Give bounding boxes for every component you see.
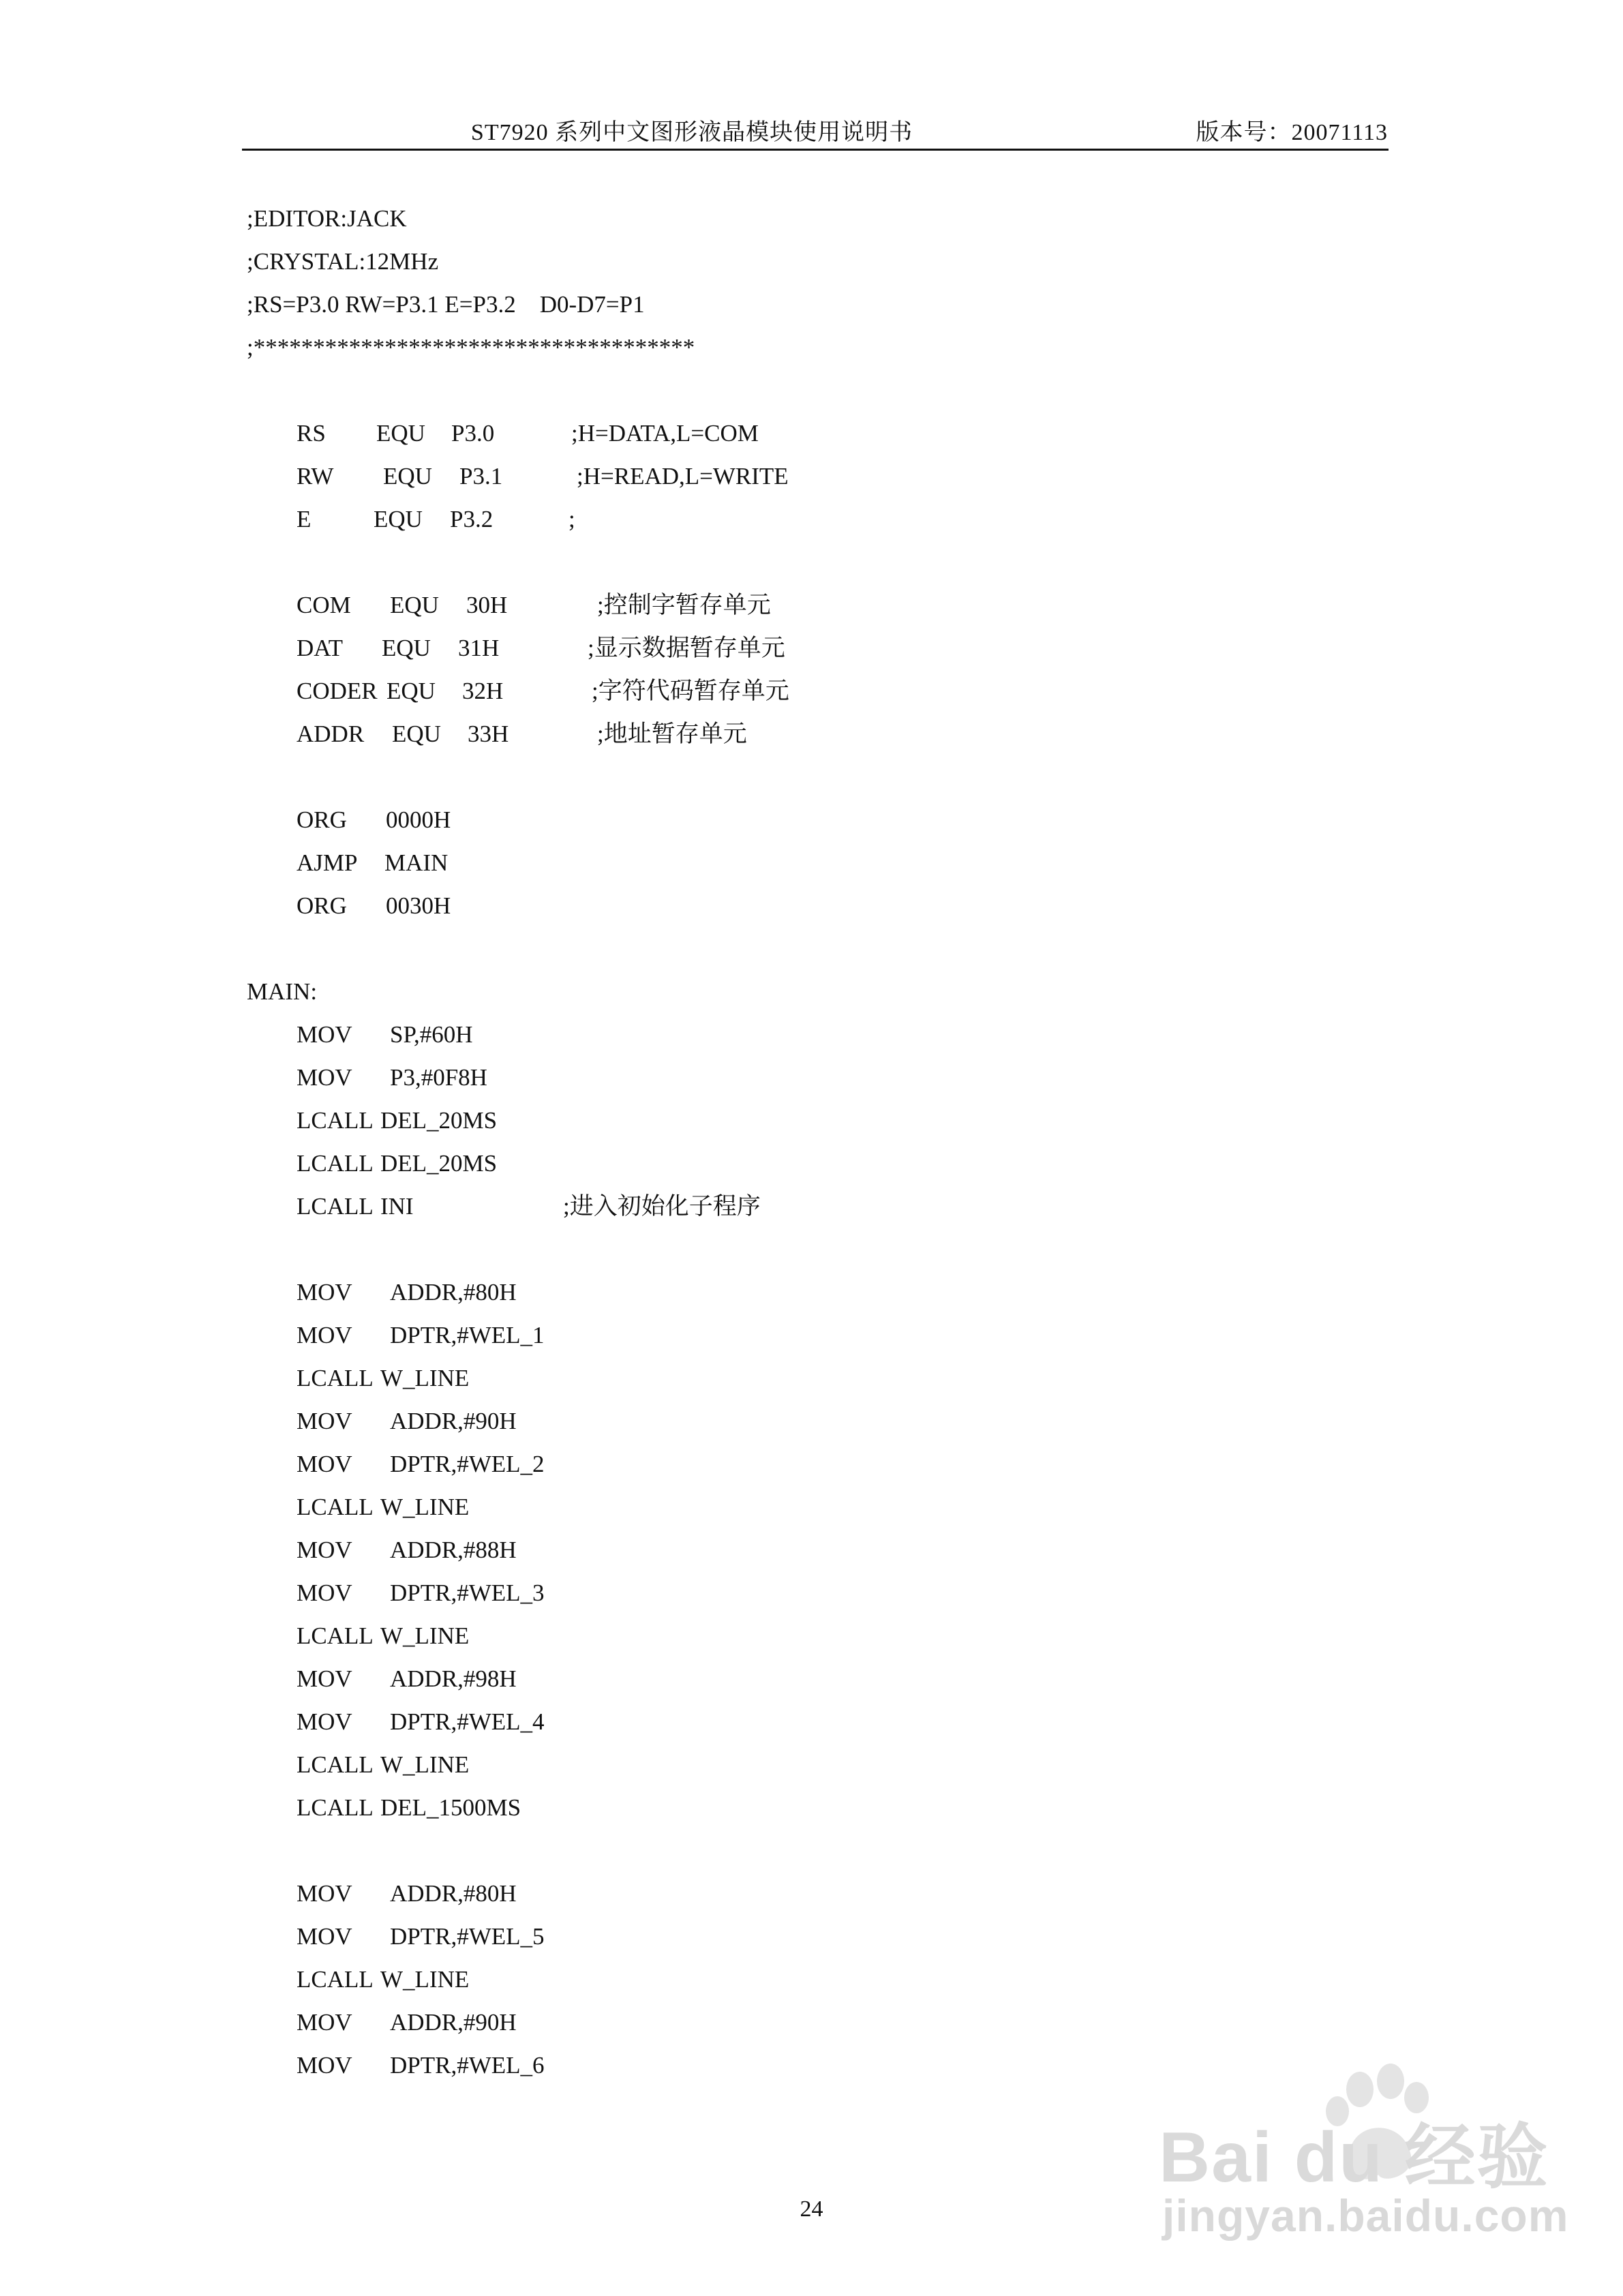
equ-value: 30H	[466, 592, 508, 618]
code-op: LCALL	[297, 1494, 374, 1520]
code-arg: W_LINE	[380, 1622, 470, 1649]
code-op: LCALL	[297, 1966, 374, 1993]
equ-name: ADDR	[297, 721, 365, 747]
equ-comment: ;地址暂存单元	[597, 721, 747, 747]
equ-comment: ;字符代码暂存单元	[592, 678, 789, 704]
equ-name: RS	[297, 420, 326, 447]
code-arg: ADDR,#90H	[390, 2009, 517, 2036]
equ-value: 33H	[468, 721, 509, 747]
equ-op: EQU	[386, 678, 436, 704]
code-arg: DPTR,#WEL_4	[390, 1708, 545, 1735]
code-arg: DPTR,#WEL_5	[390, 1923, 545, 1950]
org-op: ORG	[297, 892, 347, 919]
equ-name: RW	[297, 463, 334, 489]
code-op: MOV	[297, 1021, 352, 1048]
org-arg: 0030H	[386, 892, 451, 919]
equ-comment: ;	[568, 506, 575, 532]
code-arg: ADDR,#80H	[390, 1880, 517, 1907]
watermark-logo-text	[1159, 2100, 1549, 2202]
code-op: MOV	[297, 1451, 352, 1477]
equ-value: 31H	[458, 635, 500, 661]
code-arg: DPTR,#WEL_6	[390, 2052, 545, 2079]
code-op: MOV	[297, 1279, 352, 1305]
code-arg: ADDR,#98H	[390, 1665, 517, 1692]
equ-op: EQU	[374, 506, 423, 532]
code-op: LCALL	[297, 1751, 374, 1778]
code-op: LCALL	[297, 1622, 374, 1649]
header-title: ST7920 系列中文图形液晶模块使用说明书	[470, 120, 913, 145]
code-op: MOV	[297, 1064, 352, 1091]
code-op: MOV	[297, 2009, 352, 2036]
org-op: ORG	[297, 806, 347, 833]
comment-pins: ;RS=P3.0 RW=P3.1 E=P3.2 D0-D7=P1	[247, 291, 645, 318]
page-number: 24	[800, 2196, 823, 2222]
equ-op: EQU	[382, 635, 431, 661]
code-arg: DEL_1500MS	[380, 1794, 521, 1821]
code-arg: DPTR,#WEL_3	[390, 1580, 545, 1606]
code-op: MOV	[297, 1537, 352, 1563]
code-arg: DEL_20MS	[380, 1107, 498, 1134]
equ-value: P3.2	[450, 506, 494, 532]
equ-op: EQU	[383, 463, 432, 489]
equ-value: 32H	[462, 678, 504, 704]
code-op: MOV	[297, 2052, 352, 2079]
code-arg: W_LINE	[380, 1751, 470, 1778]
code-arg: ADDR,#90H	[390, 1408, 517, 1434]
equ-op: EQU	[376, 420, 425, 447]
comment-editor: ;EDITOR:JACK	[247, 205, 407, 232]
equ-name: E	[297, 506, 312, 532]
watermark-url: jingyan.baidu.com	[1162, 2190, 1569, 2241]
equ-op: EQU	[392, 721, 441, 747]
code-arg: ADDR,#88H	[390, 1537, 517, 1563]
code-arg: ADDR,#80H	[390, 1279, 517, 1305]
comment-stars: ;*************************************	[247, 334, 695, 361]
equ-name: CODER	[297, 678, 378, 704]
code-op: MOV	[297, 1923, 352, 1950]
code-op: LCALL	[297, 1794, 374, 1821]
code-arg: DEL_20MS	[380, 1150, 498, 1177]
watermark-logo-label: Bai du 经验	[1159, 2118, 1549, 2197]
code-op: LCALL	[297, 1365, 374, 1391]
header-rule	[242, 149, 1389, 151]
code-arg: SP,#60H	[390, 1021, 473, 1048]
org-op: AJMP	[297, 849, 358, 876]
code-op: MOV	[297, 1580, 352, 1606]
equ-value: P3.0	[451, 420, 495, 447]
code-op: LCALL	[297, 1193, 374, 1220]
equ-comment: ;显示数据暂存单元	[588, 635, 785, 661]
comment-crystal: ;CRYSTAL:12MHz	[247, 248, 439, 275]
equ-comment: ;H=DATA,L=COM	[571, 420, 759, 447]
code-op: MOV	[297, 1408, 352, 1434]
equ-comment: ;控制字暂存单元	[597, 592, 771, 618]
equ-name: COM	[297, 592, 351, 618]
org-arg: MAIN	[384, 849, 449, 876]
code-arg: INI	[380, 1193, 414, 1220]
code-arg: DPTR,#WEL_2	[390, 1451, 545, 1477]
code-op: LCALL	[297, 1150, 374, 1177]
code-arg: W_LINE	[380, 1365, 470, 1391]
code-op: MOV	[297, 1708, 352, 1735]
equ-op: EQU	[390, 592, 439, 618]
equ-comment: ;H=READ,L=WRITE	[577, 463, 789, 489]
code-comment: ;进入初始化子程序	[563, 1193, 761, 1220]
header-version: 版本号：20071113	[1196, 120, 1388, 145]
code-arg: DPTR,#WEL_1	[390, 1322, 545, 1348]
main-label: MAIN:	[247, 978, 318, 1005]
code-op: MOV	[297, 1322, 352, 1348]
code-op: MOV	[297, 1880, 352, 1907]
code-op: MOV	[297, 1665, 352, 1692]
code-arg: W_LINE	[380, 1966, 470, 1993]
code-op: LCALL	[297, 1107, 374, 1134]
code-arg: W_LINE	[380, 1494, 470, 1520]
org-arg: 0000H	[386, 806, 451, 833]
equ-name: DAT	[297, 635, 344, 661]
equ-value: P3.1	[459, 463, 503, 489]
code-arg: P3,#0F8H	[390, 1064, 487, 1091]
